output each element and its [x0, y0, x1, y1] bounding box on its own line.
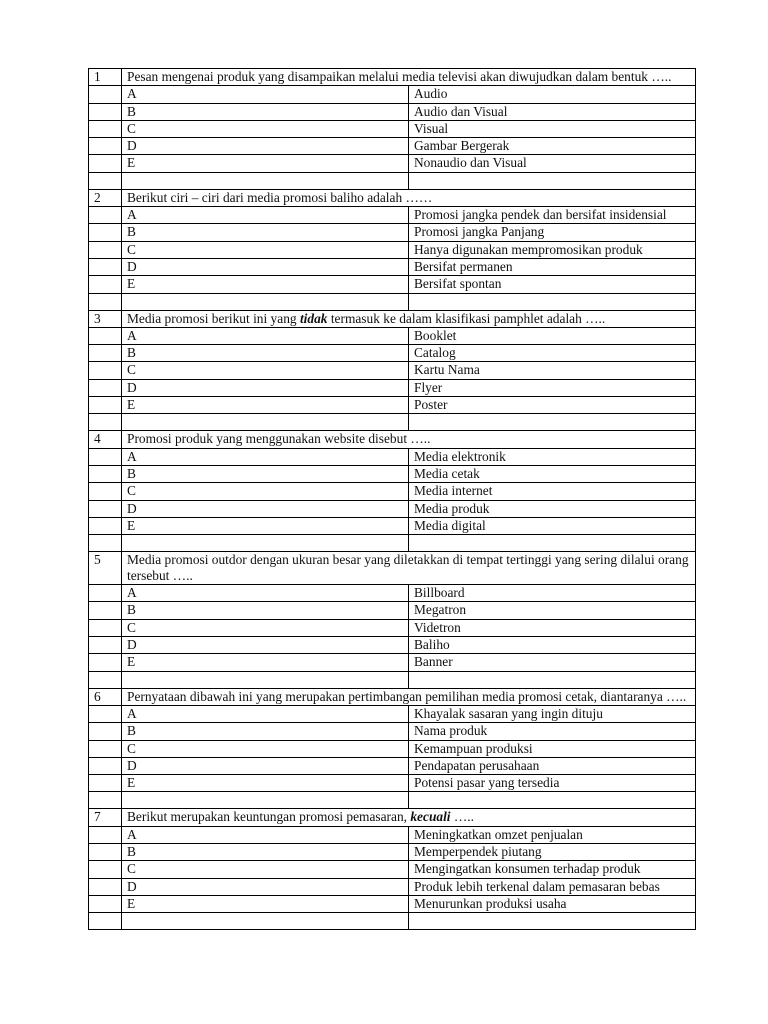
option-text: Poster — [409, 397, 696, 414]
option-text: Hanya digunakan mempromosikan produk — [409, 241, 696, 258]
option-text: Baliho — [409, 637, 696, 654]
option-blank-cell — [89, 705, 122, 722]
option-letter: D — [122, 878, 409, 895]
option-row — [89, 207, 696, 224]
option-blank-cell — [89, 138, 122, 155]
question-row — [89, 189, 696, 206]
option-row — [89, 258, 696, 275]
spacer-cell — [409, 671, 696, 688]
option-letter: D — [122, 757, 409, 774]
option-blank-cell — [89, 241, 122, 258]
option-letter: E — [122, 155, 409, 172]
option-blank-cell — [89, 448, 122, 465]
spacer-cell — [122, 172, 409, 189]
option-blank-cell — [89, 362, 122, 379]
question-number: 6 — [89, 688, 122, 705]
option-blank-cell — [89, 637, 122, 654]
option-row — [89, 448, 696, 465]
option-letter: E — [122, 397, 409, 414]
option-row — [89, 86, 696, 103]
spacer-cell — [122, 293, 409, 310]
option-row — [89, 843, 696, 860]
option-letter: B — [122, 103, 409, 120]
option-letter: E — [122, 654, 409, 671]
option-blank-cell — [89, 602, 122, 619]
question-row — [89, 310, 696, 327]
option-text: Audio — [409, 86, 696, 103]
option-blank-cell — [89, 654, 122, 671]
option-text: Media elektronik — [409, 448, 696, 465]
option-blank-cell — [89, 757, 122, 774]
option-row — [89, 602, 696, 619]
option-letter: D — [122, 637, 409, 654]
option-blank-cell — [89, 258, 122, 275]
option-text: Pendapatan perusahaan — [409, 757, 696, 774]
option-letter: A — [122, 826, 409, 843]
option-letter: A — [122, 585, 409, 602]
option-blank-cell — [89, 483, 122, 500]
question-text — [122, 809, 696, 826]
question-text-part: Pesan mengenai produk yang disampaikan melalui media televisi akan diwujudkan dalam bentuk ….. — [127, 69, 672, 84]
option-letter: C — [122, 483, 409, 500]
option-row — [89, 276, 696, 293]
option-text: Media cetak — [409, 465, 696, 482]
option-text: Audio dan Visual — [409, 103, 696, 120]
option-blank-cell — [89, 500, 122, 517]
question-row — [89, 431, 696, 448]
option-row — [89, 224, 696, 241]
question-text — [122, 189, 696, 206]
option-blank-cell — [89, 775, 122, 792]
option-row — [89, 585, 696, 602]
option-letter: D — [122, 379, 409, 396]
option-row — [89, 241, 696, 258]
option-text: Gambar Bergerak — [409, 138, 696, 155]
option-row — [89, 362, 696, 379]
option-letter: D — [122, 138, 409, 155]
question-emphasis: tidak — [299, 310, 328, 326]
question-text — [122, 69, 696, 86]
option-blank-cell — [89, 345, 122, 362]
option-text: Kemampuan produksi — [409, 740, 696, 757]
spacer-row — [89, 792, 696, 809]
option-letter: B — [122, 345, 409, 362]
spacer-row — [89, 172, 696, 189]
option-row — [89, 397, 696, 414]
option-row — [89, 517, 696, 534]
spacer-row — [89, 535, 696, 552]
option-blank-cell — [89, 207, 122, 224]
option-blank-cell — [89, 465, 122, 482]
spacer-row — [89, 293, 696, 310]
option-text: Megatron — [409, 602, 696, 619]
option-letter: D — [122, 258, 409, 275]
question-number: 5 — [89, 552, 122, 585]
option-blank-cell — [89, 517, 122, 534]
option-text: Media produk — [409, 500, 696, 517]
question-row — [89, 552, 696, 585]
option-text: Videtron — [409, 619, 696, 636]
option-blank-cell — [89, 379, 122, 396]
spacer-cell — [409, 172, 696, 189]
option-blank-cell — [89, 224, 122, 241]
option-blank-cell — [89, 740, 122, 757]
option-letter: E — [122, 775, 409, 792]
option-row — [89, 895, 696, 912]
option-text: Media digital — [409, 517, 696, 534]
spacer-row — [89, 414, 696, 431]
spacer-cell — [122, 535, 409, 552]
option-letter: B — [122, 843, 409, 860]
question-text — [122, 552, 696, 585]
question-text-part: Media promosi berikut ini yang — [127, 310, 300, 326]
option-text: Produk lebih terkenal dalam pemasaran bebas — [409, 878, 696, 895]
option-letter: C — [122, 740, 409, 757]
option-blank-cell — [89, 895, 122, 912]
option-blank-cell — [89, 155, 122, 172]
option-row — [89, 775, 696, 792]
option-text: Banner — [409, 654, 696, 671]
option-letter: A — [122, 448, 409, 465]
question-text-part: ….. — [450, 809, 474, 825]
option-row — [89, 740, 696, 757]
spacer-cell — [122, 414, 409, 431]
option-blank-cell — [89, 327, 122, 344]
spacer-cell — [89, 671, 122, 688]
option-text: Nonaudio dan Visual — [409, 155, 696, 172]
option-letter: C — [122, 120, 409, 137]
option-letter: A — [122, 705, 409, 722]
option-row — [89, 379, 696, 396]
question-text-part: Pernyataan dibawah ini yang merupakan pertimbangan pemilihan media promosi cetak, diantaranya ….. — [127, 688, 687, 704]
question-number: 4 — [89, 431, 122, 448]
question-row — [89, 688, 696, 705]
option-row — [89, 345, 696, 362]
option-row — [89, 861, 696, 878]
option-letter: D — [122, 500, 409, 517]
option-blank-cell — [89, 826, 122, 843]
question-row — [89, 69, 696, 86]
option-blank-cell — [89, 103, 122, 120]
question-number: 3 — [89, 310, 122, 327]
option-row — [89, 465, 696, 482]
option-row — [89, 120, 696, 137]
question-text-part: Berikut merupakan keuntungan promosi pemasaran, — [127, 809, 411, 825]
spacer-cell — [122, 671, 409, 688]
spacer-cell — [409, 792, 696, 809]
option-blank-cell — [89, 585, 122, 602]
option-text: Bersifat permanen — [409, 258, 696, 275]
question-table-body — [89, 69, 696, 930]
spacer-cell — [89, 913, 122, 930]
option-row — [89, 878, 696, 895]
spacer-cell — [409, 293, 696, 310]
spacer-row — [89, 913, 696, 930]
question-number: 1 — [89, 69, 122, 86]
option-letter: A — [122, 207, 409, 224]
option-row — [89, 826, 696, 843]
option-row — [89, 155, 696, 172]
option-row — [89, 619, 696, 636]
option-blank-cell — [89, 723, 122, 740]
option-blank-cell — [89, 86, 122, 103]
option-letter: B — [122, 723, 409, 740]
question-text-part: Berikut ciri – ciri dari media promosi baliho adalah …… — [127, 189, 433, 205]
option-blank-cell — [89, 276, 122, 293]
option-text: Booklet — [409, 327, 696, 344]
question-text — [122, 431, 696, 448]
option-letter: A — [122, 327, 409, 344]
option-text: Nama produk — [409, 723, 696, 740]
option-row — [89, 723, 696, 740]
spacer-row — [89, 671, 696, 688]
option-blank-cell — [89, 397, 122, 414]
spacer-cell — [409, 535, 696, 552]
option-row — [89, 500, 696, 517]
option-row — [89, 637, 696, 654]
option-row — [89, 483, 696, 500]
option-blank-cell — [89, 843, 122, 860]
option-text: Kartu Nama — [409, 362, 696, 379]
option-letter: B — [122, 465, 409, 482]
option-row — [89, 103, 696, 120]
spacer-cell — [89, 535, 122, 552]
option-text: Flyer — [409, 379, 696, 396]
question-text-part: Promosi produk yang menggunakan website disebut ….. — [127, 431, 431, 447]
option-letter: C — [122, 362, 409, 379]
spacer-cell — [122, 792, 409, 809]
option-text: Visual — [409, 120, 696, 137]
option-text: Meningkatkan omzet penjualan — [409, 826, 696, 843]
option-letter: E — [122, 895, 409, 912]
question-row — [89, 809, 696, 826]
question-number: 2 — [89, 189, 122, 206]
option-text: Bersifat spontan — [409, 276, 696, 293]
option-text: Menurunkan produksi usaha — [409, 895, 696, 912]
spacer-cell — [409, 913, 696, 930]
option-blank-cell — [89, 878, 122, 895]
option-text: Memperpendek piutang — [409, 843, 696, 860]
option-row — [89, 138, 696, 155]
option-text: Mengingatkan konsumen terhadap produk — [409, 861, 696, 878]
spacer-cell — [89, 414, 122, 431]
option-row — [89, 705, 696, 722]
option-letter: C — [122, 619, 409, 636]
option-text: Promosi jangka pendek dan bersifat insidensial — [409, 207, 696, 224]
option-letter: B — [122, 224, 409, 241]
option-text: Media internet — [409, 483, 696, 500]
question-text-part: termasuk ke dalam klasifikasi pamphlet adalah ….. — [327, 310, 606, 326]
question-text — [122, 310, 696, 327]
spacer-cell — [122, 913, 409, 930]
option-text: Catalog — [409, 345, 696, 362]
question-text — [122, 688, 696, 705]
question-text-part: Media promosi outdor dengan ukuran besar yang diletakkan di tempat tertinggi yang sering dilalui orang tersebut ….. — [127, 552, 689, 584]
spacer-cell — [89, 172, 122, 189]
quiz-sheet — [88, 68, 696, 930]
question-number: 7 — [89, 809, 122, 826]
option-row — [89, 327, 696, 344]
question-emphasis: kecuali — [410, 809, 451, 825]
option-row — [89, 757, 696, 774]
option-text: Potensi pasar yang tersedia — [409, 775, 696, 792]
spacer-cell — [89, 293, 122, 310]
option-text: Promosi jangka Panjang — [409, 224, 696, 241]
option-letter: A — [122, 86, 409, 103]
option-blank-cell — [89, 619, 122, 636]
option-letter: E — [122, 517, 409, 534]
spacer-cell — [89, 792, 122, 809]
option-letter: E — [122, 276, 409, 293]
option-text: Khayalak sasaran yang ingin dituju — [409, 705, 696, 722]
option-letter: B — [122, 602, 409, 619]
option-letter: C — [122, 241, 409, 258]
option-text: Billboard — [409, 585, 696, 602]
option-blank-cell — [89, 120, 122, 137]
option-letter: C — [122, 861, 409, 878]
spacer-cell — [409, 414, 696, 431]
option-row — [89, 654, 696, 671]
question-table — [88, 68, 696, 930]
option-blank-cell — [89, 861, 122, 878]
